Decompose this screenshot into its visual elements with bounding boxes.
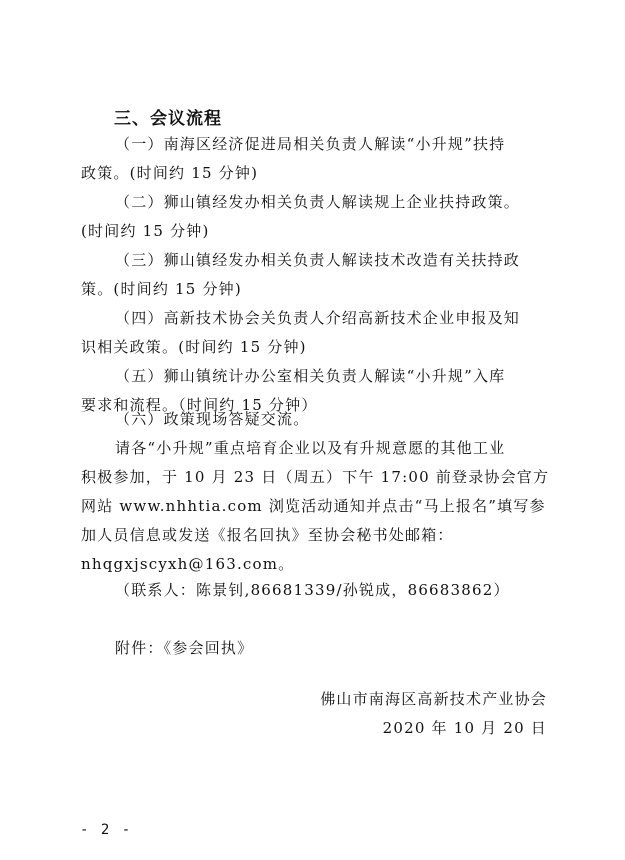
agenda-item-1-line-1: （一）南海区经济促进局相关负责人解读“小升规”扶持: [115, 135, 506, 153]
contact-info: （联系人：陈景钊,86681339/孙锐成，86683862）: [115, 581, 510, 599]
agenda-item-6: [81, 405, 551, 434]
signature-date: 2020 年 10 月 20 日: [382, 719, 547, 737]
agenda-item-5-line-2: 要求和流程。（时间约 15 分钟）: [81, 396, 318, 414]
agenda-item-1-line-2: 政策。(时间约 15 分钟): [81, 164, 259, 182]
agenda-item-1: [81, 130, 551, 188]
agenda-item-6-line-1: （六）政策现场答疑交流。: [115, 410, 310, 428]
invitation-line-3: 网站 www.nhhtia.com 浏览活动通知并点击“马上报名”填写参: [81, 497, 546, 515]
agenda-item-2: [81, 188, 551, 246]
invitation-line-4: 加人员信息或发送《报名回执》至协会秘书处邮箱：: [81, 526, 454, 544]
agenda-item-4: [81, 304, 551, 362]
agenda-item-2-line-1: （二）狮山镇经发办相关负责人解读规上企业扶持政策。: [115, 193, 521, 211]
invitation-line-2: 积极参加，于 10 月 23 日（周五）下午 17:00 前登录协会官方: [81, 468, 550, 486]
invitation-line-1: 请各“小升规”重点培育企业以及有升规意愿的其他工业: [115, 439, 506, 457]
agenda-item-4-line-2: 识相关政策。(时间约 15 分钟): [81, 338, 307, 356]
agenda-item-3: [81, 246, 551, 304]
invitation-paragraph: [81, 434, 551, 579]
agenda-item-3-line-1: （三）狮山镇经发办相关负责人解读技术改造有关扶持政: [115, 251, 521, 269]
section-heading: 三、会议流程: [114, 109, 222, 129]
agenda-item-3-line-2: 策。(时间约 15 分钟): [81, 280, 242, 298]
invitation-line-5: nhqgxjscyxh@163.com。: [81, 555, 295, 573]
page-number: - 2 -: [80, 822, 133, 838]
agenda-item-5-line-1: （五）狮山镇统计办公室相关负责人解读“小升规”入库: [115, 367, 506, 385]
signature-organization: 佛山市南海区高新技术产业协会: [320, 690, 547, 708]
agenda-item-4-line-1: （四）高新技术协会关负责人介绍高新技术企业申报及知: [115, 309, 521, 327]
attachment-line: 附件：《参会回执》: [115, 639, 254, 657]
agenda-item-2-line-2: (时间约 15 分钟): [81, 222, 210, 240]
